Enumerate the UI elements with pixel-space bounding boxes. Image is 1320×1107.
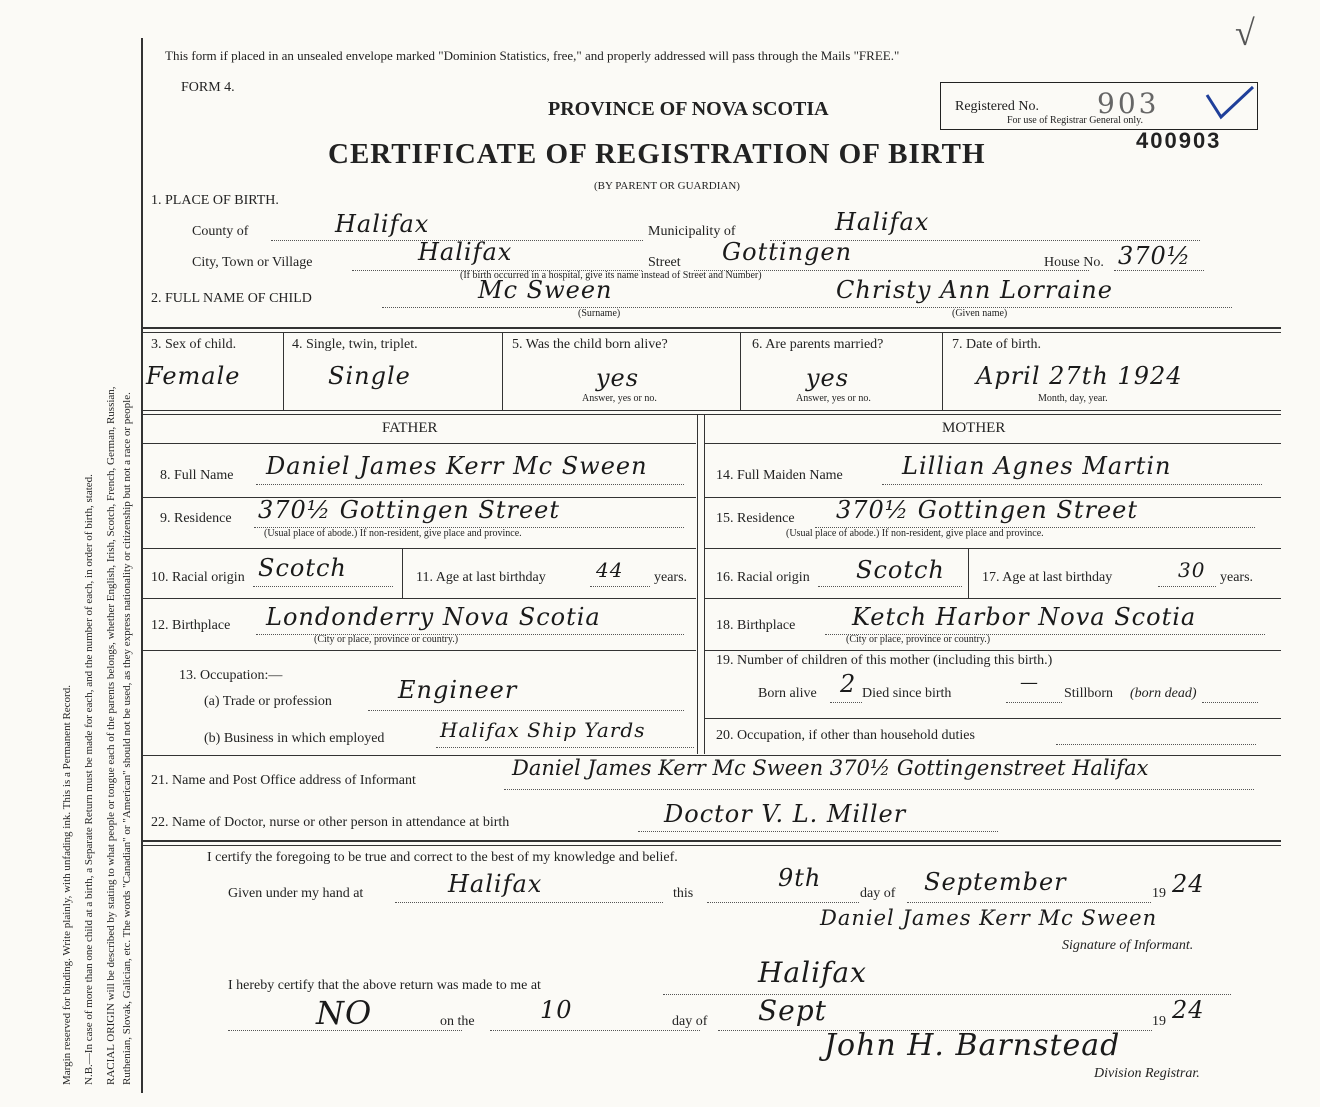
form-number: FORM 4. [181, 80, 235, 95]
mother-age-value: 30 [1178, 558, 1206, 582]
died-since-birth-value: — [1020, 672, 1039, 693]
municipality-label: Municipality of [648, 224, 736, 239]
place-heading: 1. PLACE OF BIRTH. [151, 193, 279, 208]
hospital-note: (If birth occurred in a hospital, give its name instead of Street and Number) [460, 270, 762, 281]
born-alive-label: 5. Was the child born alive? [512, 337, 668, 352]
surname-note: (Surname) [578, 308, 621, 319]
doctor-label: 22. Name of Doctor, nurse or other person in attendance at birth [151, 815, 510, 830]
margin-note-2: N.B.—In case of more than one child at a birth, a Separate Return must be made for each, and the number of each, in order of birth, stated. [83, 474, 95, 1085]
certify-statement: I certify the foregoing to be true and correct to the best of my knowledge and belief. [207, 850, 678, 865]
mother-race-label: 16. Racial origin [716, 570, 810, 585]
house-number-label: House No. [1044, 255, 1104, 270]
plurality-label: 4. Single, twin, triplet. [292, 337, 418, 352]
registrar-day-of-label: day of [672, 1014, 708, 1029]
father-trade-value: Engineer [398, 676, 518, 704]
informant-label: 21. Name and Post Office address of Informant [151, 773, 416, 788]
plurality-value: Single [328, 362, 411, 390]
stillborn-label: Stillborn [1064, 686, 1114, 701]
father-business-value: Halifax Ship Yards [440, 718, 646, 742]
mother-name-value: Lillian Agnes Martin [902, 452, 1172, 480]
father-birthplace-note: (City or place, province or country.) [314, 634, 459, 645]
province-title: PROVINCE OF NOVA SCOTIA [548, 98, 829, 120]
mother-heading: MOTHER [942, 420, 1006, 436]
given-under-label: Given under my hand at [228, 886, 364, 901]
stamp-number: 400903 [1136, 128, 1222, 153]
margin-note-4: Ruthenian, Slovak, Galician, etc. The words "Canadian" or "American" should not be used, as they express nationality or citizenship but not a race or people. [121, 392, 133, 1085]
registrar-month: Sept [758, 994, 827, 1027]
father-age-value: 44 [596, 558, 624, 582]
informant-value: Daniel James Kerr Mc Sween 370½ Gottingenstreet Halifax [512, 756, 1149, 780]
registration-box [940, 82, 1258, 130]
house-number-value: 370½ [1118, 242, 1192, 270]
registered-label: Registered No. [955, 99, 1039, 114]
street-label: Street [648, 255, 681, 270]
father-residence-label: 9. Residence [160, 511, 232, 526]
city-label: City, Town or Village [192, 255, 313, 270]
mother-birthplace-note: (City or place, province or country.) [846, 634, 991, 645]
child-given-value: Christy Ann Lorraine [836, 276, 1113, 304]
father-name-value: Daniel James Kerr Mc Sween [266, 452, 648, 480]
dob-label: 7. Date of birth. [952, 337, 1042, 352]
registrar-note: For use of Registrar General only. [1007, 115, 1143, 126]
dob-note: Month, day, year. [1038, 393, 1108, 404]
registrar-year: 24 [1172, 996, 1205, 1024]
father-age-unit: years. [654, 570, 688, 585]
registrar-year-prefix: 19 [1152, 1014, 1166, 1029]
registrar-initials: NO [316, 994, 373, 1032]
registrar-day: 10 [540, 996, 573, 1024]
street-value: Gottingen [722, 238, 853, 266]
registered-number: 903 [1097, 87, 1160, 120]
mother-name-label: 14. Full Maiden Name [716, 468, 843, 483]
father-business-label: (b) Business in which employed [204, 731, 385, 746]
registrar-caption: Division Registrar. [1094, 1066, 1200, 1081]
father-name-label: 8. Full Name [160, 468, 234, 483]
municipality-value: Halifax [835, 208, 930, 236]
left-border [141, 38, 143, 1093]
month-value: September [924, 868, 1067, 896]
born-alive-note: Answer, yes or no. [582, 393, 657, 404]
father-race-label: 10. Racial origin [151, 570, 245, 585]
blue-check-icon [1203, 85, 1255, 125]
dob-value: April 27th 1924 [976, 362, 1183, 390]
mother-residence-note: (Usual place of abode.) If non-resident, give place and province. [786, 528, 1044, 539]
mother-age-label: 17. Age at last birthday [982, 570, 1113, 585]
informant-signature-caption: Signature of Informant. [1062, 938, 1194, 953]
this-label: this [673, 886, 694, 901]
mail-notice: This form if placed in an unsealed envelope marked "Dominion Statistics, free," and properly addressed will pass through the Mails "FREE." [165, 48, 900, 63]
died-since-birth-label: Died since birth [862, 686, 952, 701]
father-birthplace-value: Londonderry Nova Scotia [266, 603, 601, 631]
born-alive-count-value: 2 [840, 670, 857, 698]
mother-birthplace-value: Ketch Harbor Nova Scotia [852, 603, 1197, 631]
on-the-label: on the [440, 1014, 475, 1029]
day-of-label: day of [860, 886, 896, 901]
father-trade-label: (a) Trade or profession [204, 694, 332, 709]
married-note: Answer, yes or no. [796, 393, 871, 404]
mother-age-unit: years. [1220, 570, 1254, 585]
married-value: yes [806, 364, 850, 392]
sex-label: 3. Sex of child. [151, 337, 237, 352]
county-label: County of [192, 224, 249, 239]
year-prefix: 19 [1152, 886, 1166, 901]
father-age-label: 11. Age at last birthday [416, 570, 546, 585]
father-residence-note: (Usual place of abode.) If non-resident, give place and province. [264, 528, 522, 539]
father-residence-value: 370½ Gottingen Street [258, 496, 561, 524]
born-alive-value: yes [596, 364, 640, 392]
child-name-label: 2. FULL NAME OF CHILD [151, 291, 312, 306]
given-place-value: Halifax [448, 870, 543, 898]
mother-residence-value: 370½ Gottingen Street [836, 496, 1139, 524]
county-value: Halifax [335, 210, 430, 238]
corner-check-mark: √ [1235, 13, 1255, 53]
day-value: 9th [778, 864, 822, 892]
informant-signature: Daniel James Kerr Mc Sween [820, 906, 1158, 930]
mother-occupation-label: 20. Occupation, if other than household duties [716, 728, 975, 743]
registrar-statement: I hereby certify that the above return was made to me at [228, 978, 541, 993]
child-surname-value: Mc Sween [478, 276, 613, 304]
sex-value: Female [146, 362, 241, 390]
mother-race-value: Scotch [856, 556, 945, 584]
given-name-note: (Given name) [952, 308, 1008, 319]
father-heading: FATHER [382, 420, 438, 436]
mother-birthplace-label: 18. Birthplace [716, 618, 796, 633]
registrar-place: Halifax [758, 956, 867, 989]
city-value: Halifax [418, 238, 513, 266]
married-label: 6. Are parents married? [752, 337, 884, 352]
registrar-signature: John H. Barnstead [824, 1028, 1121, 1063]
mother-residence-label: 15. Residence [716, 511, 795, 526]
father-birthplace-label: 12. Birthplace [151, 618, 231, 633]
year-value: 24 [1172, 870, 1205, 898]
stillborn-note: (born dead) [1130, 686, 1197, 701]
mother-children-label: 19. Number of children of this mother (including this birth.) [716, 653, 1053, 668]
born-alive-count-label: Born alive [758, 686, 817, 701]
certificate-subtitle: (BY PARENT OR GUARDIAN) [594, 180, 740, 192]
margin-note-1: Margin reserved for binding. Write plainly, with unfading ink. This is a Permanent Record. [61, 685, 73, 1085]
doctor-value: Doctor V. L. Miller [664, 800, 907, 828]
certificate-title: CERTIFICATE OF REGISTRATION OF BIRTH [328, 138, 986, 170]
father-occupation-label: 13. Occupation:— [179, 668, 283, 683]
margin-note-3: RACIAL ORIGIN will be described by stating to what people or tongue each of the parents belongs, whether English, Irish, Scotch, French, German, Russian, [105, 386, 117, 1085]
father-race-value: Scotch [258, 554, 347, 582]
